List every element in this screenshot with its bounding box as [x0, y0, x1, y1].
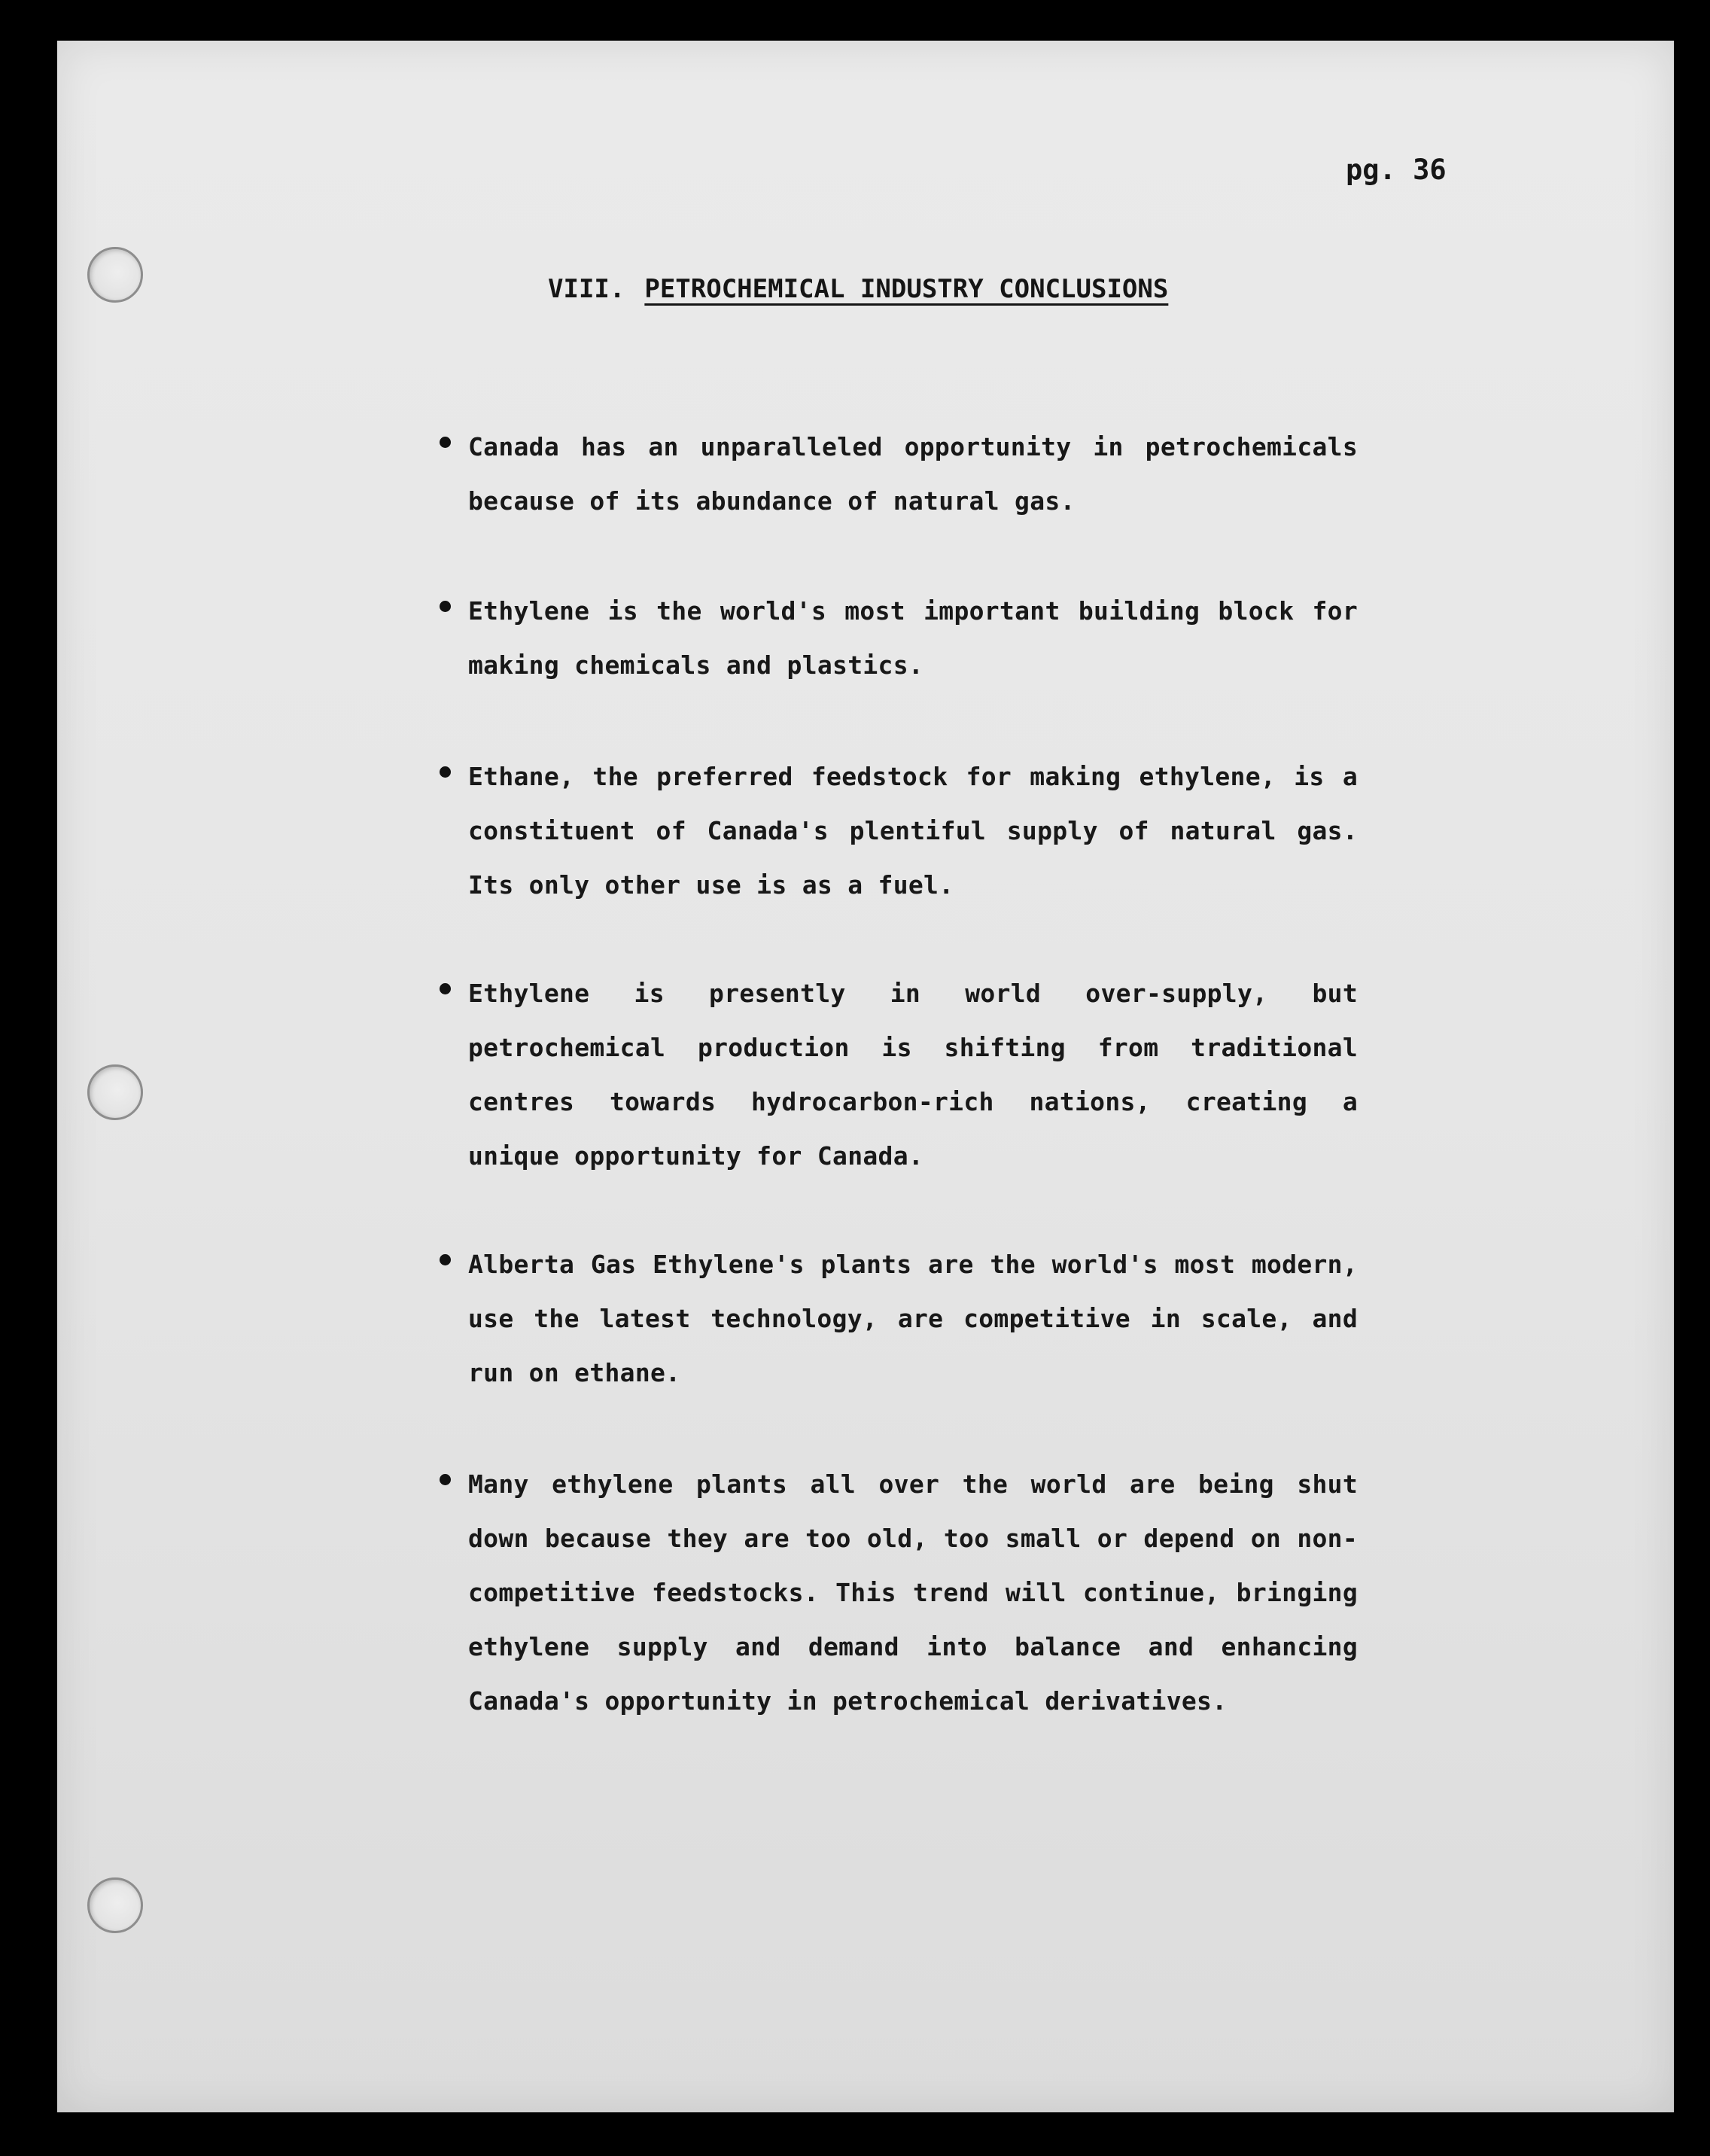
bullet-icon — [440, 437, 451, 448]
bullet-icon — [440, 601, 451, 612]
document-page — [57, 41, 1674, 2112]
list-item — [468, 1457, 1358, 1728]
list-item-text: Ethylene is the world's most important building block for making chemicals and plastics. — [468, 596, 1358, 680]
list-item — [468, 420, 1358, 528]
list-item-text: Ethane, the preferred feedstock for making ethylene, is a constituent of Canada's plentiful supply of natural gas. Its only other use is as a fuel. — [468, 762, 1358, 900]
list-item — [468, 584, 1358, 693]
list-item — [468, 1238, 1358, 1400]
page-number: pg. 36 — [1346, 154, 1447, 186]
list-item — [468, 967, 1358, 1183]
section-number: VIII. — [548, 274, 625, 304]
list-item-text: Many ethylene plants all over the world are being shut down because they are too old, too small or depend on non-competitive feedstocks. This trend will continue, bringing ethylene supply and demand into balance and enhancing Canada's opportunity in petrochemical derivatives. — [468, 1469, 1358, 1716]
section-title: PETROCHEMICAL INDUSTRY CONCLUSIONS — [644, 274, 1169, 304]
bullet-icon — [440, 983, 451, 994]
list-item-text: Canada has an unparalleled opportunity in petrochemicals because of its abundance of natural gas. — [468, 432, 1358, 516]
list-item — [468, 750, 1358, 912]
conclusions-list — [57, 41, 1674, 2112]
list-item-text: Alberta Gas Ethylene's plants are the world's most modern, use the latest technology, are competitive in scale, and run on ethane. — [468, 1250, 1358, 1387]
bullet-icon — [440, 766, 451, 778]
bullet-icon — [440, 1254, 451, 1265]
bullet-icon — [440, 1474, 451, 1485]
list-item-text: Ethylene is presently in world over-supply, but petrochemical production is shifting from traditional centres towards hydrocarbon-rich nations, creating a unique opportunity for Canada. — [468, 979, 1358, 1171]
